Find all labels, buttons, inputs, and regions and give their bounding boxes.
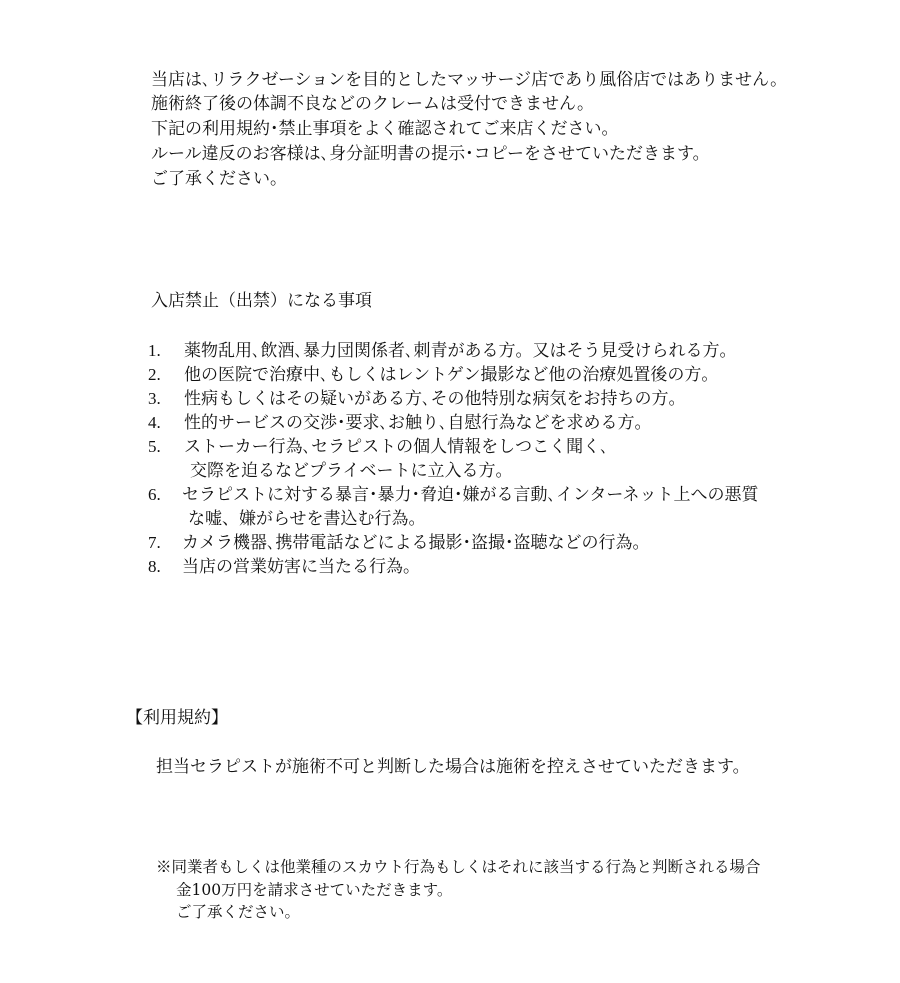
list-item-text: 薬物乱用､飲酒､暴力団関係者､刺青がある方。又はそう見受けられる方。 bbox=[184, 341, 737, 361]
note-line-1: ※同業者もしくは他業種のスカウト行為もしくはそれに該当する行為と判断される場合 bbox=[156, 858, 761, 876]
list-item-number: 1. bbox=[148, 341, 161, 360]
list-item-number: 5. bbox=[148, 437, 161, 456]
list-item-number: 8. bbox=[148, 557, 161, 576]
list-item-text: 他の医院で治療中､もしくはレントゲン撮影など他の治療処置後の方。 bbox=[184, 365, 719, 385]
intro-line-3: 下記の利用規約･禁止事項をよく確認されてご来店ください。 bbox=[151, 119, 619, 139]
list-item-number: 2. bbox=[148, 365, 161, 384]
list-item-text: 性病もしくはその疑いがある方､その他特別な病気をお持ちの方。 bbox=[184, 389, 686, 409]
intro-line-5: ご了承ください。 bbox=[151, 169, 287, 189]
terms-text: 担当セラピストが施術不可と判断した場合は施術を控えさせていただきます。 bbox=[156, 757, 750, 777]
list-item-text: 当店の営業妨害に当たる行為。 bbox=[182, 557, 420, 577]
list-item-text: ストーカー行為､セラピストの個人情報をしつこく聞く､ bbox=[184, 437, 609, 457]
intro-line-1: 当店は､リラクゼーションを目的としたマッサージ店であり風俗店ではありません。 bbox=[151, 70, 788, 90]
note-line-3: ご了承ください。 bbox=[176, 903, 301, 921]
list-item-number: 7. bbox=[148, 533, 161, 552]
list-item-number: 3. bbox=[148, 389, 161, 408]
note-line-2: 金100万円を請求させていただきます。 bbox=[176, 881, 453, 899]
terms-heading: 【利用規約】 bbox=[126, 708, 228, 728]
list-item-number: 6. bbox=[148, 485, 161, 504]
list-item-continuation: な嘘、嫌がらせを書込む行為。 bbox=[188, 509, 426, 529]
prohibited-heading: 入店禁止（出禁）になる事項 bbox=[151, 291, 372, 311]
list-item-text: カメラ機器､携帯電話などによる撮影･盗撮･盗聴などの行為。 bbox=[182, 533, 650, 553]
list-item-continuation: 交際を迫るなどプライベートに立入る方。 bbox=[190, 461, 513, 481]
list-item-text: セラピストに対する暴言･暴力･脅迫･嫌がる言動､インターネット上への悪質 bbox=[182, 485, 759, 505]
intro-line-4: ルール違反のお客様は､身分証明書の提示･コピーをさせていただきます。 bbox=[151, 144, 710, 164]
list-item-text: 性的サービスの交渉･要求､お触り､自慰行為などを求める方。 bbox=[184, 413, 652, 433]
intro-line-2: 施術終了後の体調不良などのクレームは受付できません。 bbox=[151, 94, 595, 114]
list-item-number: 4. bbox=[148, 413, 161, 432]
